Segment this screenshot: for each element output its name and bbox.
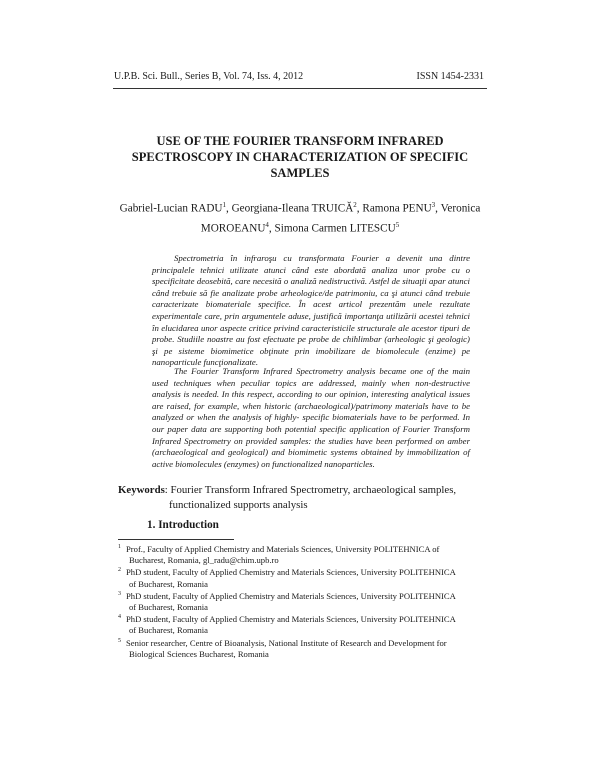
journal-citation: U.P.B. Sci. Bull., Series B, Vol. 74, Iss. 4, 2012 — [114, 71, 304, 82]
footnote-line: PhD student, Faculty of Applied Chemistry and Materials Sciences, University POLITEHNICA — [126, 567, 456, 578]
author: Gabriel-Lucian RADU — [119, 202, 223, 215]
author: Ramona PENU — [362, 202, 432, 215]
author-affiliation-mark: 4 — [265, 220, 269, 229]
footnote-line: PhD student, Faculty of Applied Chemistry and Materials Sciences, University POLITEHNICA — [126, 590, 456, 601]
footnote-line: Prof., Faculty of Applied Chemistry and Materials Sciences, University POLITEHNICA of — [126, 544, 440, 554]
footnote-line: of Bucharest, Romania — [129, 602, 208, 613]
author: Simona Carmen LITESCU — [274, 222, 396, 235]
section-heading: 1. Introduction — [147, 519, 219, 531]
keywords-label: Keywords — [118, 484, 165, 496]
footnotes — [118, 544, 490, 661]
author-affiliation-mark: 5 — [395, 220, 400, 229]
author: Georgiana-Ileana TRUICĂ — [231, 202, 354, 215]
abstract-romanian: Spectrometria în infraroşu cu transformata Fourier a devenit una dintre principalele tehnici utilizate atunci când este abordată analiza unor probe cu o specificitate deosebită, care necesită o analiză nedistructivă. Astfel de situaţii apar atunci când trebuie să fie analizate probe arheologice/de patrimoniu, ca şi atunci când trebuie caracterizate biomateriale specifice. În acest articol prezentăm unele rezultate experimentale care, prin argumentele aduse, justifică importanţa utilizării acestei tehnici în elucidarea unor aspecte critice privind caracteristicile structurale ale acestor tipuri de probe. Studiile noastre au fost efectuate pe probe de chihlimbar (arheologic şi geologic) şi pe sisteme biomimetice obţinute prin imobilizare de biomolecule (enzime) pe nanoparticule funcţionalizate. — [152, 253, 470, 368]
keywords — [118, 483, 488, 513]
footnote-divider — [118, 539, 234, 540]
keywords-line-1: : Fourier Transform Infrared Spectrometry, archaeological samples, — [164, 484, 457, 496]
author-affiliation-mark: 1 — [222, 201, 226, 209]
footnote — [118, 638, 490, 660]
footnote-number: 5 — [118, 637, 121, 644]
footnote-line: Bucharest, Romania, gl_radu@chim.upb.ro — [129, 555, 279, 566]
footnote-number: 2 — [118, 567, 121, 574]
footnote-number: 1 — [118, 544, 121, 550]
footnote-line: of Bucharest, Romania — [129, 625, 208, 636]
footnote-line: of Bucharest, Romania — [129, 578, 208, 589]
footnote-line: Senior researcher, Centre of Bioanalysis, National Institute of Research and Development for — [126, 637, 447, 648]
header-divider — [113, 88, 487, 89]
footnote — [118, 544, 490, 566]
footnote-number: 4 — [118, 614, 121, 621]
issn: ISSN 1454-2331 — [416, 71, 484, 82]
keywords-line-2: functionalized supports analysis — [169, 499, 308, 511]
footnote-number: 3 — [118, 590, 121, 597]
author-affiliation-mark: 3 — [431, 201, 436, 209]
footnote — [118, 567, 490, 589]
paper-title: USE OF THE FOURIER TRANSFORM INFRARED SPECTROSCOPY IN CHARACTERIZATION OF SPECIFIC SAMPLES — [131, 134, 469, 180]
footnote — [118, 614, 490, 636]
footnote — [118, 591, 490, 613]
author: Veronica MOROEANU — [200, 202, 481, 235]
author-affiliation-mark: 2 — [353, 201, 357, 209]
abstract-english: The Fourier Transform Infrared Spectrometry analysis became one of the main used techniques when peculiar topics are addressed, mainly when non-destructive analysis is needed. In this respect, according to our opinion, interesting analytical issues are raised, for example, when historic (archaeological)/patrimony materials have to be analyzed or when the analysis of highly- specific biomaterials have to be performed. In our paper data are supporting both potential specific application of Fourier Transform Infrared Spectrometry on provided samples: the studies have been performed on amber (archaeological and geological) and biomimetic systems obtained by immobilization of active biomolecules (enzymes) on functionalized nanoparticles. — [152, 366, 470, 469]
footnote-line: Biological Sciences Bucharest, Romania — [129, 648, 269, 659]
author-list: Gabriel-Lucian RADU$^1$, Georgiana-Ileana TRUICĂ$^2$, Ramona PENU$^3$, Veronica MOROEANU$^4$, Simona Carmen LITESCU$^5$ — [119, 201, 481, 235]
footnote-line: PhD student, Faculty of Applied Chemistry and Materials Sciences, University POLITEHNICA — [126, 614, 456, 625]
